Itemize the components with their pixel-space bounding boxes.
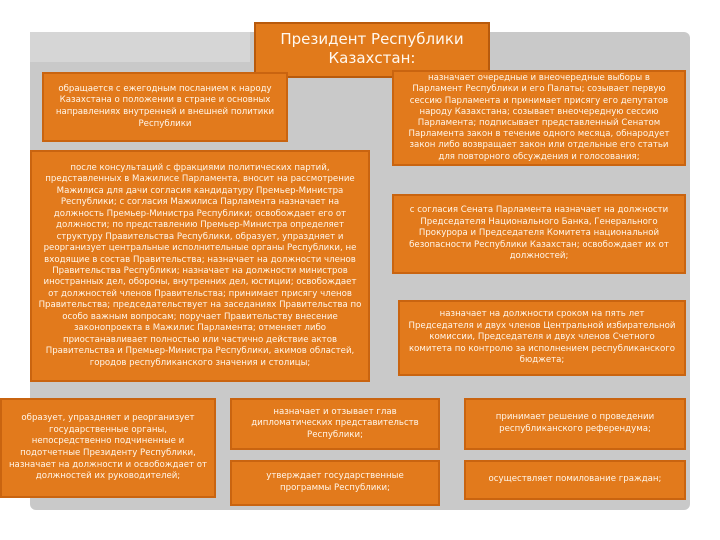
power-diplomats-text: назначает и отзывает глав дипломатических представительств Республики;: [251, 406, 419, 440]
power-referendum-box: [464, 398, 686, 450]
power-elections-text: назначает очередные и внеочередные выборы в Парламент Республики и его Палаты; созывает первую сессию Парламента и принимает присягу его депутатов народу Казахстана; созывает внеочередную сессию Парламента; подписывает представленный Сенатом Парламента закон в течение одного месяца, обнародует закон либо возвращает закон или отдельные его статьи для повторного обсуждения и голосования;: [408, 73, 670, 162]
power-government-box: [30, 150, 370, 382]
power-state-bodies-box: [0, 398, 216, 498]
power-pardon-box: [464, 460, 686, 500]
power-programs-text: утверждает государственные программы Республики;: [266, 471, 404, 493]
power-state-bodies-text: образует, упраздняет и реорганизует государственные органы, непосредственно подчиненные и подотчетные Президенту Республики, назначает на должности и освобождает от должностей их руководителей;: [8, 413, 208, 482]
power-appointments-senate-text: с согласия Сената Парламента назначает на должности Председателя Национального Банка, Генерального Прокурора и Председателя Комитета национальной безопасности Республики Казахстан; освобождает их от должностей;: [409, 205, 669, 262]
page-title: Президент Республики Казахстан:: [280, 30, 464, 67]
power-diplomats-box: [230, 398, 440, 450]
power-pardon-text: осуществляет помилование граждан;: [488, 474, 662, 485]
power-appointments-senate-box: [392, 194, 686, 274]
panel-shade: [30, 32, 250, 62]
power-address-text: обращается с ежегодным посланием к народу Казахстана о положении в стране и основных направлениях внутренней и внешней политики Республики: [55, 83, 275, 129]
power-elections-box: [392, 70, 686, 166]
power-appointments-commissions-text: назначает на должности сроком на пять лет Председателя и двух членов Центральной избирательной комиссии, Председателя и двух членов Счетного комитета по контролю за исполнением республиканского бюджета;: [408, 309, 676, 366]
power-programs-box: [230, 460, 440, 506]
power-referendum-text: принимает решение о проведении республиканского референдума;: [495, 412, 655, 434]
power-appointments-commissions-box: [398, 300, 686, 376]
power-address-box: [42, 72, 288, 142]
power-government-text: после консультаций с фракциями политических партий, представленных в Мажилисе Парламента, вносит на рассмотрение Мажилиса для дачи согласия кандидатуру Премьер-Министра Республики; с согласия Мажилиса Парламента назначает на должность Премьер-Министра Республики; освобождает его от должности; по представлению Премьер-Министра определяет структуру Правительства Республики, образует, упраздняет и реорганизует центральные исполнительные органы Республики, не входящие в состав Правительства; назначает на должности членов Правительства Республики; назначает на должности министров иностранных дел, обороны, внутренних дел, юстиции; освобождает от должностей членов Правительства; принимает присягу членов Правительства; председательствует на заседаниях Правительства по особо важным вопросам; поручает Правительству внесение законопроекта в Мажилис Парламента; отменяет либо приостанавливает полностью или частично действие актов Правительства и Премьер-Министра Республики, акимов областей, городов республиканского значения и столицы;: [38, 162, 362, 368]
